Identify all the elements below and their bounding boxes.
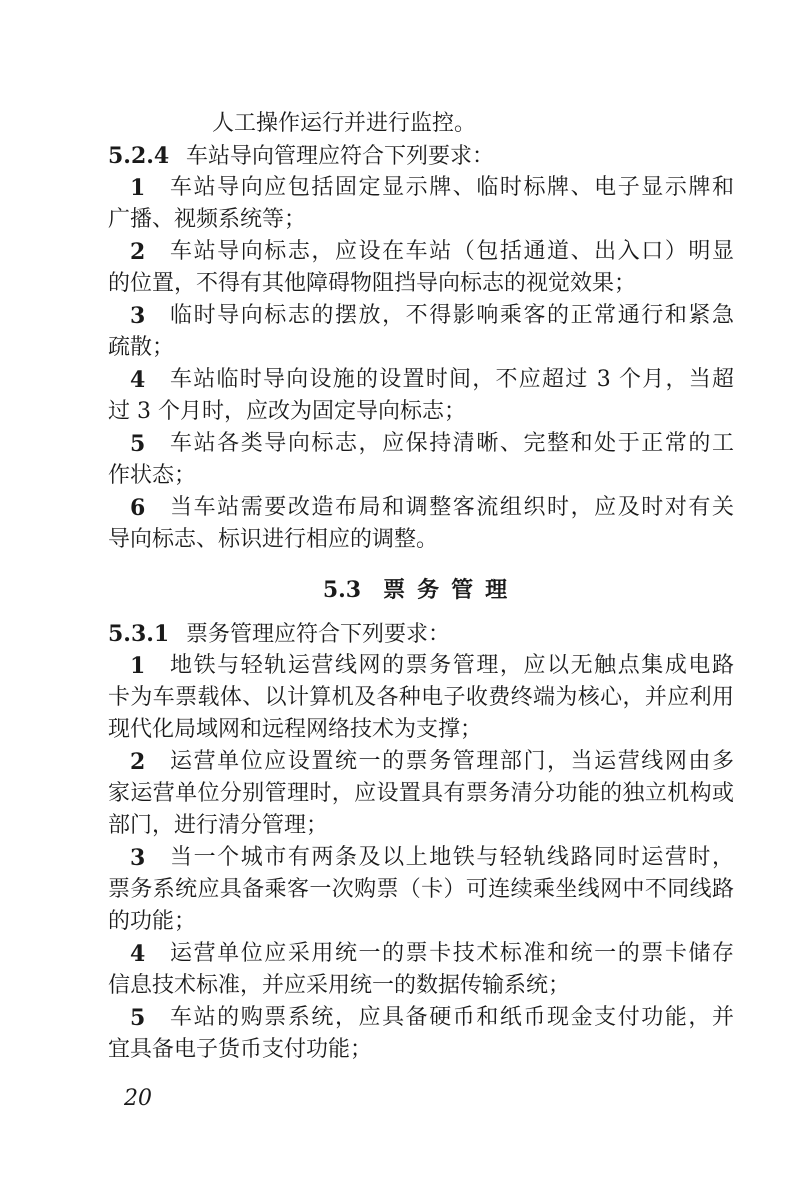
list-item-continuation: 导向标志、标识进行相应的调整。 xyxy=(108,527,439,552)
list-item xyxy=(108,172,734,236)
list-item-text: 当一个城市有两条及以上地铁与轻轨线路同时运营时， xyxy=(170,845,734,870)
list-item-first-line xyxy=(108,428,734,460)
list-item-continuation: 部门，进行清分管理； xyxy=(108,813,329,838)
list-item-continuation: 卡为车票载体、以计算机及各种电子收费终端为核心，并应利用 xyxy=(108,685,734,710)
list-item-text: 车站导向应包括固定显示牌、临时标牌、电子显示牌和 xyxy=(170,175,734,200)
list-item-text: 运营单位应设置统一的票务管理部门，当运营线网由多 xyxy=(170,749,734,774)
list-item-number: 3 xyxy=(130,845,146,871)
list-item-number: 5 xyxy=(130,431,146,457)
list-item xyxy=(108,938,734,1002)
section-heading xyxy=(108,566,734,614)
list-item-text: 地铁与轻轨运营线网的票务管理，应以无触点集成电路 xyxy=(170,653,734,678)
list-item-number: 2 xyxy=(130,239,146,265)
section-number: 5.3 xyxy=(322,577,362,603)
page-number: 20 xyxy=(124,1086,152,1111)
clause-title: 车站导向管理应符合下列要求： xyxy=(186,144,495,169)
list-item-first-line xyxy=(108,1002,734,1034)
list-item-first-line xyxy=(108,172,734,204)
list-item-first-line xyxy=(108,842,734,874)
list-item xyxy=(108,842,734,938)
list-item-continuation: 的位置，不得有其他障碍物阻挡导向标志的视觉效果； xyxy=(108,271,637,296)
list-item xyxy=(108,300,734,364)
list-item-text: 车站的购票系统，应具备硬币和纸币现金支付功能，并 xyxy=(170,1005,734,1030)
list-item-text: 车站各类导向标志，应保持清晰、完整和处于正常的工 xyxy=(170,431,734,456)
list-item-number: 1 xyxy=(130,653,146,679)
list-item-continuation: 作状态； xyxy=(108,463,197,488)
list-item-first-line xyxy=(108,650,734,682)
clause-heading xyxy=(108,618,734,650)
list-item-first-line xyxy=(108,938,734,970)
list-item-text: 车站临时导向设施的设置时间，不应超过 3 个月，当超 xyxy=(170,367,734,392)
list-item xyxy=(108,746,734,842)
list-item-number: 1 xyxy=(130,175,146,201)
list-item-continuation: 过 3 个月时，应改为固定导向标志； xyxy=(108,399,466,424)
list-item-first-line xyxy=(108,746,734,778)
list-item-continuation: 疏散； xyxy=(108,335,175,360)
list-item-text: 临时导向标志的摆放，不得影响乘客的正常通行和紧急 xyxy=(170,303,734,328)
list-item xyxy=(108,236,734,300)
list-item-continuation: 票务系统应具备乘客一次购票（卡）可连续乘坐线网中不同线路 xyxy=(108,877,734,902)
list-item xyxy=(108,428,734,492)
clause-number: 5.2.4 xyxy=(108,143,170,169)
list-item-number: 4 xyxy=(130,941,146,967)
list-item-number: 3 xyxy=(130,303,146,329)
list-item xyxy=(108,492,734,556)
clause-5-2-4 xyxy=(108,140,734,556)
list-item-number: 4 xyxy=(130,367,146,393)
document-page xyxy=(108,108,734,1066)
list-item-text: 当车站需要改造布局和调整客流组织时，应及时对有关 xyxy=(170,495,734,520)
list-item xyxy=(108,1002,734,1066)
clause-heading xyxy=(108,140,734,172)
list-item-continuation: 现代化局域网和远程网络技术为支撑； xyxy=(108,717,483,742)
list-item-continuation: 宜具备电子货币支付功能； xyxy=(108,1037,373,1062)
list-item xyxy=(108,364,734,428)
list-item-continuation: 广播、视频系统等； xyxy=(108,207,307,232)
list-item-first-line xyxy=(108,236,734,268)
list-item-text: 运营单位应采用统一的票卡技术标准和统一的票卡储存 xyxy=(170,941,734,966)
section-title: 票务管理 xyxy=(383,577,520,603)
list-item-number: 2 xyxy=(130,749,146,775)
list-item-first-line xyxy=(108,300,734,332)
list-item-number: 6 xyxy=(130,495,146,521)
list-item-text: 车站导向标志，应设在车站（包括通道、出入口）明显 xyxy=(170,239,734,264)
list-item-first-line xyxy=(108,492,734,524)
list-item-first-line xyxy=(108,364,734,396)
clause-title: 票务管理应符合下列要求： xyxy=(186,622,451,647)
list-item-continuation: 家运营单位分别管理时，应设置具有票务清分功能的独立机构或 xyxy=(108,781,734,806)
continuation-line: 人工操作运行并进行监控。 xyxy=(212,111,477,136)
list-item-continuation: 的功能； xyxy=(108,909,197,934)
list-item xyxy=(108,650,734,746)
list-item-number: 5 xyxy=(130,1005,146,1031)
clause-number: 5.3.1 xyxy=(108,621,170,647)
clause-5-3-1 xyxy=(108,618,734,1066)
list-item-continuation: 信息技术标准，并应采用统一的数据传输系统； xyxy=(108,973,571,998)
